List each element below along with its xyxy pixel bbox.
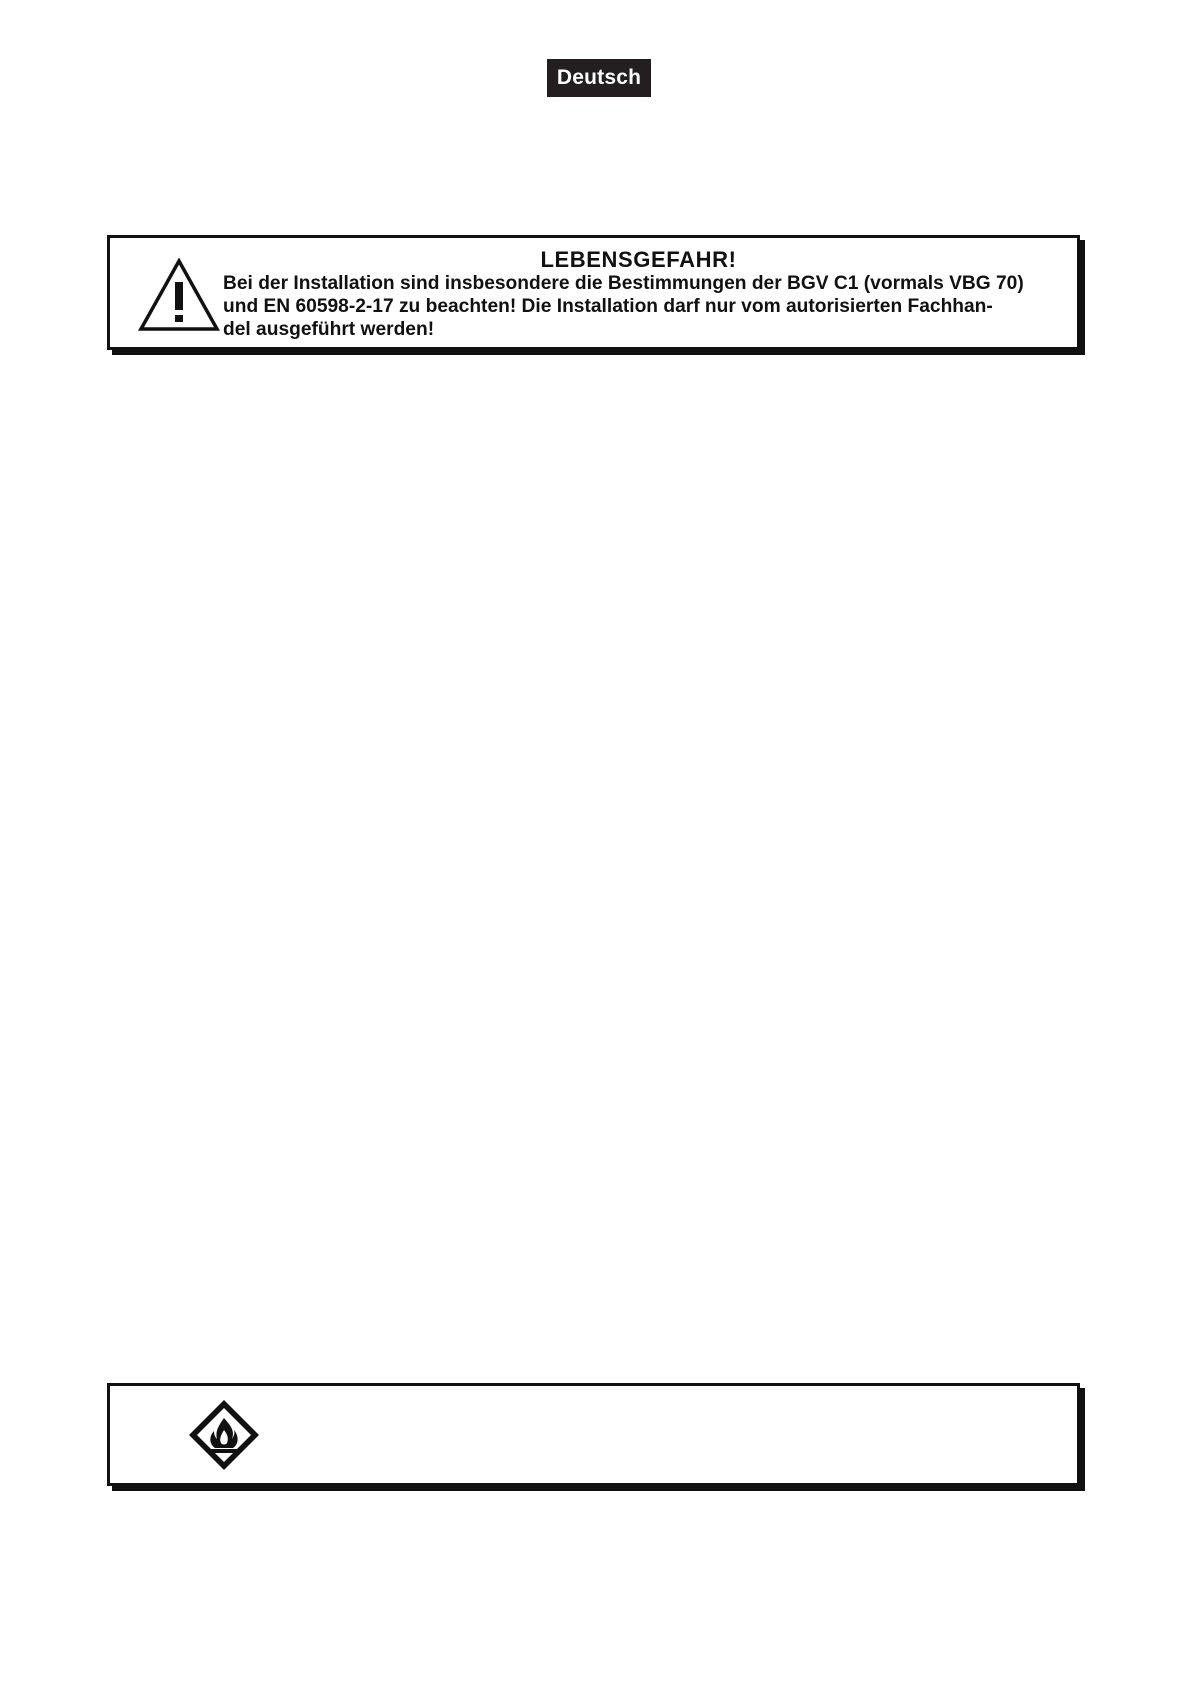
warning-text (223, 272, 1063, 341)
warning-title: LEBENSGEFAHR! (540, 247, 737, 272)
language-tab: Deutsch (547, 59, 651, 97)
danger-warning-box (107, 235, 1080, 350)
flammable-diamond-icon (187, 1398, 261, 1472)
warning-line: del ausgeführt werden! (223, 319, 435, 340)
warning-line: Bei der Installation sind insbesondere die Bestimmungen der BGV C1 (vormals VBG 70) (223, 273, 1024, 294)
warning-line: und EN 60598-2-17 zu beachten! Die Installation darf nur vom autorisierten Fachhan- (223, 296, 993, 317)
flammable-notice-box (107, 1383, 1080, 1486)
warning-triangle-icon (138, 258, 220, 332)
